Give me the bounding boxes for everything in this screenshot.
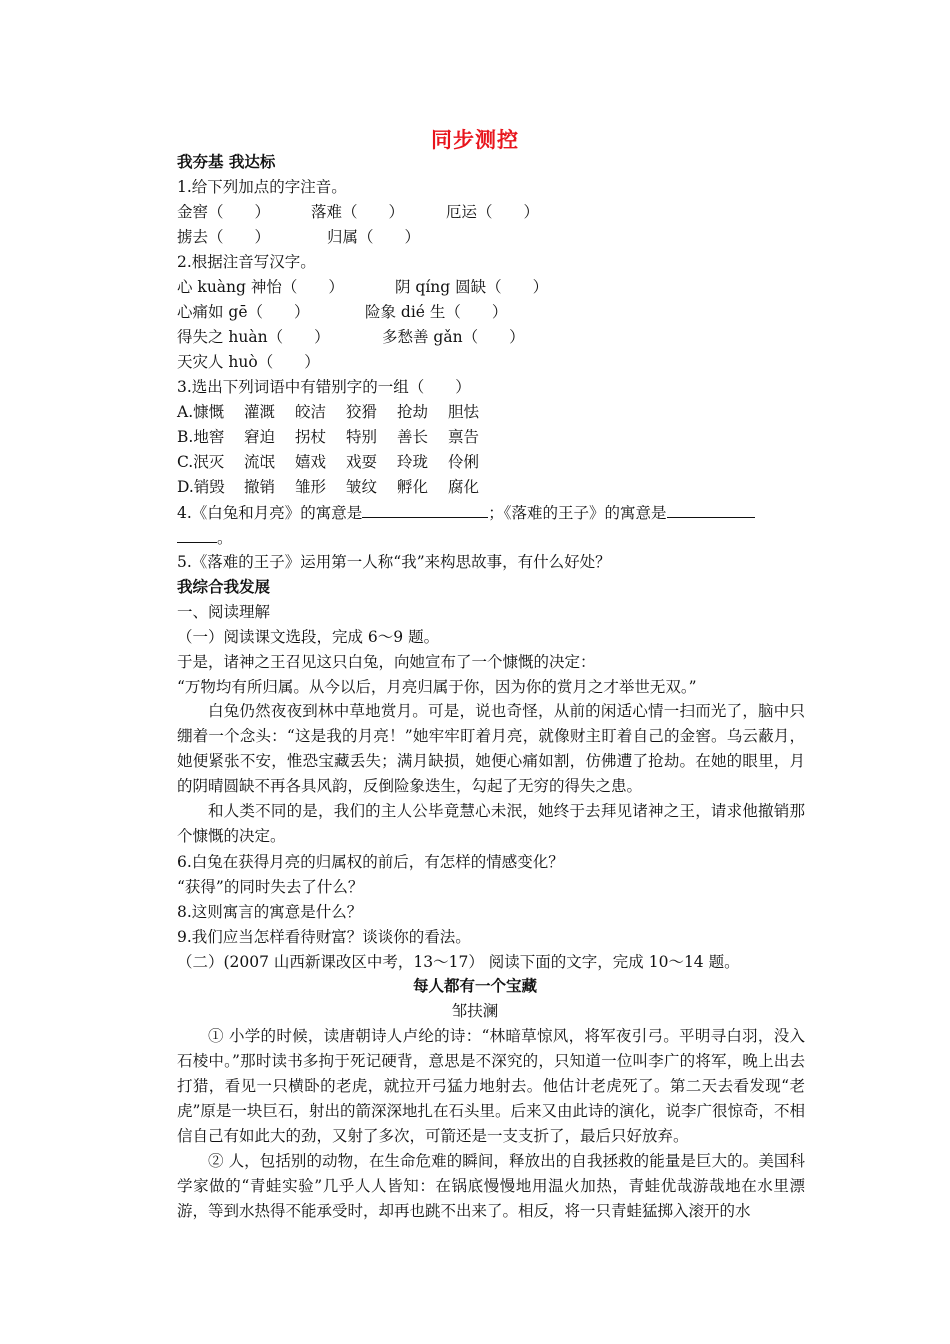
paragraph: 和人类不同的是，我们的主人公毕竟慧心未泯，她终于去拜见诸神之王，请求他撤销那个慷慨的决定。	[177, 802, 805, 845]
question-2-row-4	[177, 352, 320, 372]
option-word: A.慷慨	[177, 403, 225, 421]
passage-paragraph	[177, 699, 805, 799]
option-word: 撤销	[244, 478, 276, 496]
question-4-continuation	[177, 527, 233, 548]
question-2-row-2	[177, 302, 507, 322]
item: 得失之 huàn（ ）	[177, 328, 330, 346]
option-word: 流氓	[244, 453, 276, 471]
option-word: C.泯灭	[177, 453, 225, 471]
passage-paragraph	[177, 799, 805, 849]
question-1-row-1	[177, 202, 539, 222]
option-word: 腐化	[448, 478, 480, 496]
answer-blank	[362, 502, 488, 518]
option-word: 孵化	[397, 478, 429, 496]
question-4-part-2: ；《落难的王子》的寓意是	[488, 504, 667, 522]
option-word: 伶俐	[448, 453, 480, 471]
question-4	[177, 502, 755, 523]
article-paragraph-1	[177, 1024, 805, 1149]
question-4-end: 。	[217, 529, 233, 547]
question-5: 5.《落难的王子》运用第一人称“我”来构思故事，有什么好处？	[177, 553, 611, 571]
question-1-stem: 1.给下列加点的字注音。	[177, 178, 347, 196]
section-heading-develop: 我综合我发展	[177, 578, 271, 596]
option-word: 皱纹	[346, 478, 378, 496]
question-2-row-1	[177, 277, 548, 297]
option-word: 戏耍	[346, 453, 378, 471]
question-8: 8.这则寓言的寓意是什么？	[177, 903, 363, 921]
answer-blank	[667, 502, 755, 518]
article-author: 邹扶澜	[451, 1002, 499, 1020]
paragraph: ① 小学的时候，读唐朝诗人卢纶的诗：“林暗草惊风，将军夜引弓。平明寻白羽，没入石棱中。”那时读书多拘于死记硬背，意思是不深究的，只知道一位叫李广的将军，晚上出去打猎，看见一只横卧的老虎，就拉开弓猛力地射去。他估计老虎死了。第二天去看发现“老虎”原是一块巨石，射出的箭深深地扎在石头里。后来又由此诗的演化，说李广很惊奇，不相信自己有如此大的劲，又射了多次，可箭还是一支支折了，最后只好放弃。	[177, 1027, 805, 1145]
question-3-option-c	[177, 452, 479, 472]
option-word: B.地窖	[177, 428, 225, 446]
item: 险象 dié 生（ ）	[365, 303, 508, 321]
option-word: D.销毁	[177, 478, 225, 496]
option-word: 特别	[346, 428, 378, 446]
question-4-part-1: 4.《白兔和月亮》的寓意是	[177, 504, 363, 522]
item: 落难（ ）	[311, 203, 405, 221]
option-word: 狡猾	[346, 403, 378, 421]
question-3-option-a	[177, 402, 479, 422]
option-word: 雏形	[295, 478, 327, 496]
item: 心痛如 gē（ ）	[177, 303, 310, 321]
question-3-option-b	[177, 427, 479, 447]
question-2-row-3	[177, 327, 525, 347]
article-paragraph-2	[177, 1149, 805, 1224]
reading-part-2-heading: （二）(2007 山西新课改区中考，13～17） 阅读下面的文字，完成 10～14 题。	[177, 953, 740, 971]
option-word: 胆怯	[448, 403, 480, 421]
answer-blank	[177, 527, 217, 543]
passage-line: 于是，诸神之王召见这只白兔，向她宣布了一个慷慨的决定：	[177, 653, 596, 671]
item: 天灾人 huò（ ）	[177, 353, 320, 371]
paragraph: ② 人，包括别的动物，在生命危难的瞬间，释放出的自我拯救的能量是巨大的。美国科学家做的“青蛙实验”几乎人人皆知：在锅底慢慢地用温火加热，青蛙优哉游哉地在水里漂游，等到水热得不能承受时，却再也跳不出来了。相反，将一只青蛙猛掷入滚开的水	[177, 1152, 805, 1220]
page-title: 同步测控	[431, 128, 519, 152]
question-9: 9.我们应当怎样看待财富？谈谈你的看法。	[177, 928, 471, 946]
option-word: 嬉戏	[295, 453, 327, 471]
question-3-option-d	[177, 477, 479, 497]
item: 归属（ ）	[327, 228, 421, 246]
question-1-row-2	[177, 227, 420, 247]
item: 阴 qíng 圆缺（ ）	[395, 278, 549, 296]
question-3-stem: 3.选出下列词语中有错别字的一组（ ）	[177, 378, 471, 396]
question-7: “获得”的同时失去了什么？	[177, 878, 364, 896]
section-heading-basic: 我夯基 我达标	[177, 153, 276, 171]
question-2-stem: 2.根据注音写汉字。	[177, 253, 316, 271]
item: 厄运（ ）	[446, 203, 540, 221]
item: 掳去（ ）	[177, 228, 271, 246]
reading-part-1-heading: （一）阅读课文选段，完成 6～9 题。	[177, 628, 440, 646]
option-word: 禀告	[448, 428, 480, 446]
option-word: 拐杖	[295, 428, 327, 446]
question-6: 6.白兔在获得月亮的归属权的前后，有怎样的情感变化？	[177, 853, 564, 871]
item: 金窖（ ）	[177, 203, 271, 221]
reading-heading: 一、阅读理解	[177, 603, 271, 621]
option-word: 皎洁	[295, 403, 327, 421]
option-word: 窘迫	[244, 428, 276, 446]
paragraph: 白兔仍然夜夜到林中草地赏月。可是，说也奇怪，从前的闲适心情一扫而光了，脑中只绷着一个念头：“这是我的月亮！”她牢牢盯着月亮，就像财主盯着自己的金窖。乌云蔽月，她便紧张不安，惟恐宝藏丢失；满月缺损，她便心痛如割，仿佛遭了抢劫。在她的眼里，月的阴晴圆缺不再各具风韵，反倒险象迭生，勾起了无穷的得失之患。	[177, 702, 805, 795]
article-title: 每人都有一个宝藏	[412, 977, 537, 995]
option-word: 玲珑	[397, 453, 429, 471]
passage-line: “万物均有所归属。从今以后，月亮归属于你，因为你的赏月之才举世无双。”	[177, 678, 697, 696]
option-word: 灌溉	[244, 403, 276, 421]
item: 心 kuàng 神怡（ ）	[177, 278, 344, 296]
option-word: 抢劫	[397, 403, 429, 421]
option-word: 善长	[397, 428, 429, 446]
item: 多愁善 gǎn（ ）	[382, 328, 525, 346]
